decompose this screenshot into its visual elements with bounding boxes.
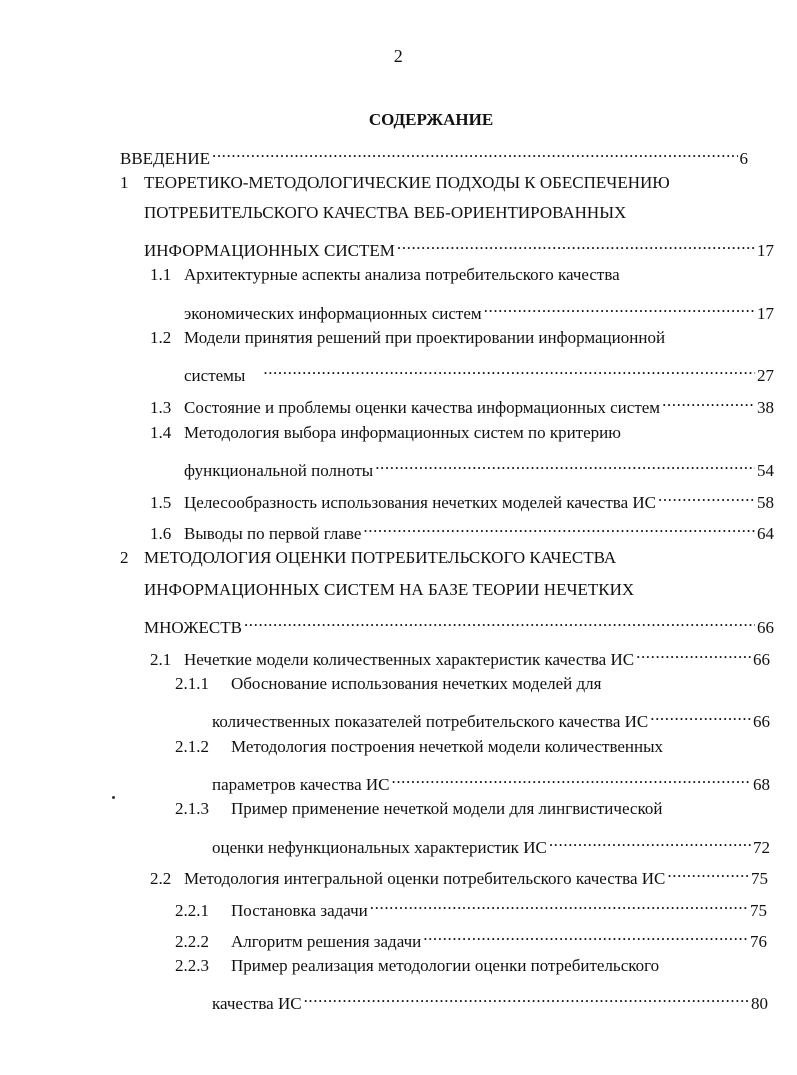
toc-entry-text: количественных показателей потребительского качества ИС [212, 712, 649, 731]
toc-entry-number: 2.2.2 [175, 932, 209, 951]
toc-entry-1-2-end[interactable] [184, 357, 774, 385]
toc-entry-1-4-end[interactable] [184, 452, 774, 480]
toc-entry-page: 76 [750, 932, 767, 951]
toc-entry-1-2[interactable] [150, 326, 770, 350]
leader-dots [363, 515, 755, 539]
toc-entry-2-2-3[interactable] [175, 954, 735, 978]
toc-entry-text: качества ИС [212, 994, 302, 1013]
scan-speck [112, 796, 115, 799]
toc-entry-chapter-1[interactable] [120, 171, 760, 195]
toc-entry-2-2-2[interactable] [175, 923, 767, 951]
toc-entry-2-1-3-end[interactable] [212, 829, 770, 857]
leader-dots [658, 484, 755, 508]
toc-entry-2-1-1[interactable] [175, 672, 735, 696]
toc-entry-chapter-1-end[interactable] [144, 232, 774, 260]
toc-entry-text: Состояние и проблемы оценки качества информационных систем [184, 398, 661, 417]
toc-entry-page: 17 [757, 304, 774, 323]
leader-dots [397, 232, 755, 256]
toc-entry-number: 1.3 [150, 398, 172, 417]
toc-entry-1-3[interactable] [150, 389, 774, 417]
leader-dots [662, 389, 755, 413]
toc-entry-2-2-1[interactable] [175, 892, 767, 920]
toc-entry-chapter-1-cont [144, 201, 744, 225]
toc-entry-text: ИНФОРМАЦИОННЫХ СИСТЕМ [144, 241, 395, 260]
toc-entry-number: 2.1.1 [175, 674, 209, 693]
toc-entry-text: Пример реализация методологии оценки потребительского [231, 956, 660, 975]
leader-dots [391, 766, 751, 790]
toc-entry-text: оценки нефункциональных характеристик ИС [212, 838, 547, 857]
toc-entry-text: Пример применение нечеткой модели для лингвистической [231, 799, 663, 818]
leader-dots [375, 452, 755, 476]
leader-dots [667, 860, 749, 884]
toc-entry-number: 1.4 [150, 423, 172, 442]
toc-entry-text: параметров качества ИС [212, 775, 390, 794]
toc-entry-text: системы [184, 366, 246, 385]
toc-entry-number: 2.1 [150, 650, 172, 669]
toc-entry-2-1[interactable] [150, 641, 770, 669]
toc-entry-introduction[interactable] [120, 140, 748, 168]
toc-entry-2-1-1-end[interactable] [212, 703, 770, 731]
toc-entry-text: Методология интегральной оценки потребительского качества ИС [184, 869, 666, 888]
toc-entry-page: 54 [757, 461, 774, 480]
toc-entry-page: 80 [751, 994, 768, 1013]
toc-entry-text: МЕТОДОЛОГИЯ ОЦЕНКИ ПОТРЕБИТЕЛЬСКОГО КАЧЕСТВА [144, 548, 617, 567]
toc-entry-2-2[interactable] [150, 860, 768, 888]
toc-entry-page: 68 [753, 775, 770, 794]
toc-entry-text: ИНФОРМАЦИОННЫХ СИСТЕМ НА БАЗЕ ТЕОРИИ НЕЧЕТКИХ [144, 580, 635, 599]
leader-dots [423, 923, 748, 947]
leader-dots [484, 295, 755, 319]
toc-title: СОДЕРЖАНИЕ [368, 110, 494, 129]
toc-entry-text: Обоснование использования нечетких моделей для [231, 674, 602, 693]
toc-entry-chapter-2-end[interactable] [144, 609, 774, 637]
toc-entry-text: Архитектурные аспекты анализа потребительского качества [184, 265, 620, 284]
toc-entry-2-2-3-end[interactable] [212, 985, 768, 1013]
toc-entry-page: 66 [757, 618, 774, 637]
toc-entry-page: 6 [739, 149, 748, 168]
toc-entry-page: 17 [757, 241, 774, 260]
toc-entry-number: 1.2 [150, 328, 172, 347]
toc-entry-chapter-2-cont [144, 578, 744, 602]
toc-entry-1-5[interactable] [150, 484, 774, 512]
toc-entry-2-1-3[interactable] [175, 797, 735, 821]
toc-entry-1-6[interactable] [150, 515, 774, 543]
toc-entry-2-1-2-end[interactable] [212, 766, 770, 794]
toc-entry-1-1-end[interactable] [184, 295, 774, 323]
toc-entry-text: Алгоритм решения задачи [231, 932, 422, 951]
leader-dots [304, 985, 749, 1009]
toc-entry-text: Выводы по первой главе [184, 524, 362, 543]
toc-entry-number: 1.6 [150, 524, 172, 543]
toc-entry-page: 66 [753, 650, 770, 669]
toc-entry-page: 75 [750, 901, 767, 920]
toc-entry-1-4[interactable] [150, 421, 750, 445]
toc-entry-page: 64 [757, 524, 774, 543]
toc-entry-text: Модели принятия решений при проектировании информационной [184, 328, 666, 347]
toc-entry-number: 2.2 [150, 869, 172, 888]
toc-entry-chapter-2[interactable] [120, 546, 760, 570]
leader-dots [244, 609, 755, 633]
toc-entry-text: ПОТРЕБИТЕЛЬСКОГО КАЧЕСТВА ВЕБ-ОРИЕНТИРОВАННЫХ [144, 203, 627, 222]
toc-entry-number: 2.1.2 [175, 737, 209, 756]
toc-entry-number: 2.1.3 [175, 799, 209, 818]
toc-entry-page: 75 [751, 869, 768, 888]
toc-entry-2-1-2[interactable] [175, 735, 735, 759]
toc-entry-text: Нечеткие модели количественных характеристик качества ИС [184, 650, 635, 669]
leader-dots [650, 703, 751, 727]
toc-entry-text: Методология построения нечеткой модели количественных [231, 737, 664, 756]
toc-entry-text: ТЕОРЕТИКО-МЕТОДОЛОГИЧЕСКИЕ ПОДХОДЫ К ОБЕСПЕЧЕНИЮ [144, 173, 670, 192]
toc-entry-page: 38 [757, 398, 774, 417]
toc-entry-page: 72 [753, 838, 770, 857]
toc-entry-text: Целесообразность использования нечетких моделей качества ИС [184, 493, 656, 512]
toc-entry-text: ВВЕДЕНИЕ [120, 149, 210, 168]
leader-dots [370, 892, 748, 916]
toc-entry-1-1[interactable] [150, 263, 750, 287]
leader-dots [636, 641, 751, 665]
leader-dots [212, 140, 738, 164]
toc-entry-page: 58 [757, 493, 774, 512]
toc-entry-number: 2 [120, 548, 129, 567]
toc-entry-text: экономических информационных систем [184, 304, 482, 323]
toc-entry-text: МНОЖЕСТВ [144, 618, 242, 637]
leader-dots [263, 357, 755, 381]
toc-entry-number: 1 [120, 173, 129, 192]
toc-entry-number: 2.2.3 [175, 956, 209, 975]
toc-entry-number: 1.5 [150, 493, 172, 512]
toc-entry-page: 27 [757, 366, 774, 385]
toc-entry-text: Постановка задачи [231, 901, 368, 920]
leader-dots [549, 829, 751, 853]
toc-entry-text: Методология выбора информационных систем по критерию [184, 423, 621, 442]
toc-entry-number: 2.2.1 [175, 901, 209, 920]
toc-entry-text: функциональной полноты [184, 461, 374, 480]
toc-entry-page: 66 [753, 712, 770, 731]
page-number: 2 [393, 46, 404, 66]
toc-entry-number: 1.1 [150, 265, 172, 284]
